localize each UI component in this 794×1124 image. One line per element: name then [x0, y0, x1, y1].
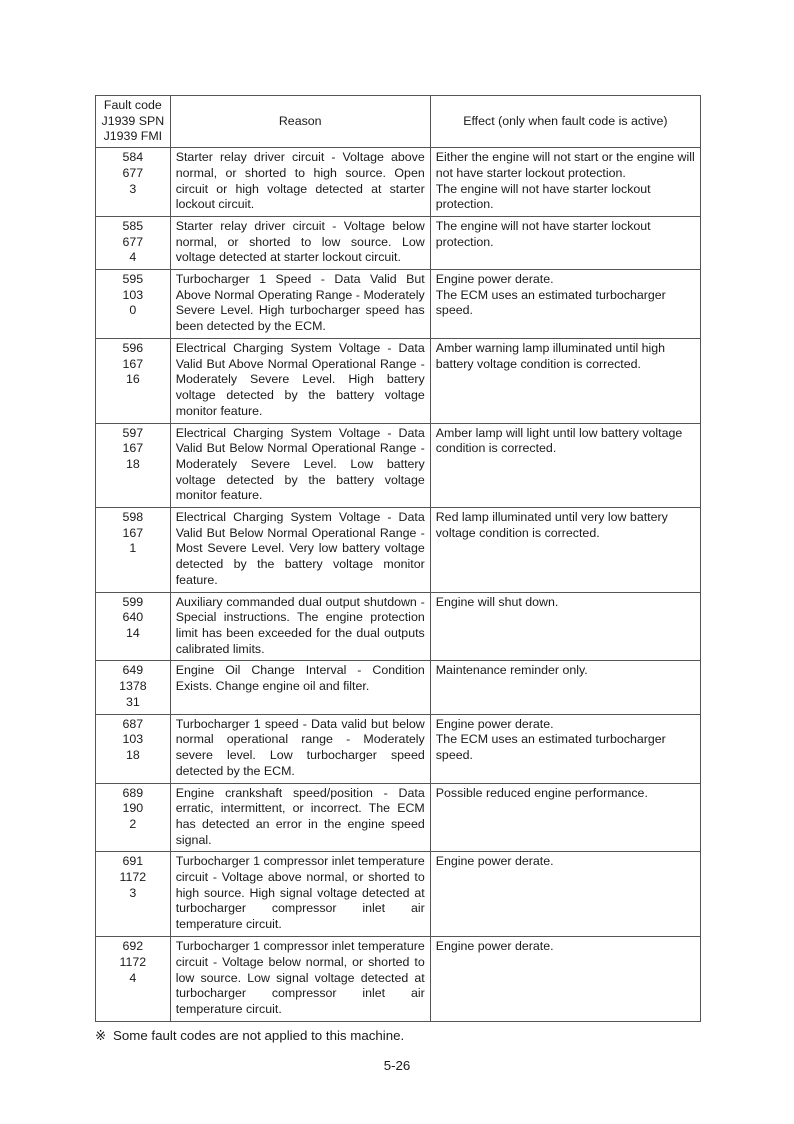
table-row [96, 592, 701, 661]
fault-code-line: 0 [129, 303, 137, 318]
effect-cell [430, 714, 700, 783]
effect-line: Maintenance reminder only. [435, 663, 588, 678]
fault-code-line: 599 [122, 594, 144, 609]
effect-cell [430, 592, 700, 661]
header-fault-code: Fault code J1939 SPN J1939 FMI [96, 96, 171, 148]
fault-code-table [95, 95, 701, 1022]
effect-cell [430, 783, 700, 852]
reason-cell: Electrical Charging System Voltage - Data Valid But Below Normal Operational Range - Moderately Severe Level. Low battery voltage detected by the battery voltage monitor feature. [170, 423, 430, 508]
fault-code-line: 691 [122, 854, 144, 869]
reason-cell: Turbocharger 1 compressor inlet temperature circuit - Voltage below normal, or shorted to low source. Low signal voltage detected at turbocharger compressor inlet air temperature circuit. [170, 937, 430, 1022]
table-row [96, 852, 701, 937]
effect-line: Red lamp illuminated until very low battery voltage condition is corrected. [435, 510, 668, 540]
fault-code-line: 640 [122, 610, 144, 625]
fault-code-line: 31 [125, 694, 140, 709]
effect-cell [430, 508, 700, 593]
fault-code-line: 584 [122, 150, 144, 165]
fault-code-line: 16 [125, 372, 140, 387]
header-reason: Reason [170, 96, 430, 148]
effect-line: Engine power derate. [435, 716, 554, 731]
reason-cell: Electrical Charging System Voltage - Data Valid But Above Normal Operational Range - Moderately Severe Level. High battery voltage detected by the battery voltage monitor feature. [170, 339, 430, 424]
effect-line: Possible reduced engine performance. [435, 785, 648, 800]
fault-code-line: 598 [122, 510, 144, 525]
fault-code-line: 3 [129, 181, 137, 196]
fault-code-line: 677 [122, 234, 144, 249]
footnote [95, 1028, 701, 1044]
fault-code-line: 689 [122, 785, 144, 800]
reason-cell: Engine Oil Change Interval - Condition Exists. Change engine oil and filter. [170, 661, 430, 714]
fault-code-line: 167 [122, 525, 144, 540]
table-row [96, 423, 701, 508]
effect-line: The ECM uses an estimated turbocharger speed. [435, 732, 666, 762]
fault-code-line: 18 [125, 456, 140, 471]
fault-code-line: 677 [122, 165, 144, 180]
fault-code-line: 4 [129, 250, 137, 265]
reason-cell: Starter relay driver circuit - Voltage below normal, or shorted to low source. Low voltage detected at starter lockout circuit. [170, 216, 430, 269]
fault-code-cell [96, 508, 171, 593]
effect-cell [430, 852, 700, 937]
fault-code-line: 687 [122, 716, 144, 731]
fault-code-cell [96, 783, 171, 852]
table-row [96, 783, 701, 852]
fault-code-cell [96, 852, 171, 937]
reason-cell: Turbocharger 1 speed - Data valid but below normal operational range - Moderately severe level. Low turbocharger speed detected by the ECM. [170, 714, 430, 783]
effect-line: The ECM uses an estimated turbocharger speed. [435, 287, 666, 318]
note-mark-icon: ※ [95, 1028, 107, 1044]
effect-line: Engine will shut down. [435, 594, 559, 609]
effect-cell [430, 339, 700, 424]
header-effect: Effect (only when fault code is active) [430, 96, 700, 148]
fault-code-cell [96, 270, 171, 339]
effect-line: Engine power derate. [435, 854, 554, 869]
table-row [96, 339, 701, 424]
fault-code-cell [96, 148, 171, 217]
page-number: 5-26 [383, 1058, 411, 1073]
table-row [96, 661, 701, 714]
reason-cell: Turbocharger 1 compressor inlet temperature circuit - Voltage above normal, or shorted to high source. High signal voltage detected at turbocharger compressor inlet air temperature circuit. [170, 852, 430, 937]
fault-code-line: 2 [129, 816, 137, 831]
effect-cell [430, 661, 700, 714]
reason-cell: Engine crankshaft speed/position - Data erratic, intermittent, or incorrect. The ECM has detected an error in the engine speed signal. [170, 783, 430, 852]
fault-code-line: 167 [122, 441, 144, 456]
fault-code-line: 649 [122, 663, 144, 678]
fault-code-line: 596 [122, 341, 144, 356]
effect-cell [430, 216, 700, 269]
effect-line: Either the engine will not start or the engine will not have starter lockout protection. [435, 150, 695, 180]
table-row [96, 148, 701, 217]
reason-cell: Starter relay driver circuit - Voltage above normal, or shorted to high source. Open circuit or high voltage detected at starter lockout circuit. [170, 148, 430, 217]
fault-code-line: 18 [125, 747, 140, 762]
fault-code-cell [96, 216, 171, 269]
fault-code-cell [96, 714, 171, 783]
effect-cell [430, 148, 700, 217]
fault-code-line: 14 [125, 625, 140, 640]
fault-code-line: 167 [122, 356, 144, 371]
fault-code-cell [96, 592, 171, 661]
table-row [96, 216, 701, 269]
fault-code-line: 1 [129, 541, 137, 556]
fault-code-cell [96, 339, 171, 424]
reason-cell: Electrical Charging System Voltage - Data Valid But Below Normal Operational Range - Most Severe Level. Very low battery voltage detected by the battery voltage monitor feature. [170, 508, 430, 593]
footnote-text: Some fault codes are not applied to this machine. [113, 1028, 405, 1044]
effect-cell [430, 423, 700, 508]
table-row [96, 937, 701, 1022]
fault-code-line: 597 [122, 425, 144, 440]
reason-cell: Auxiliary commanded dual output shutdown - Special instructions. The engine protection limit has been exceeded for the dual outputs calibrated limits. [170, 592, 430, 661]
document-page [95, 95, 701, 1044]
effect-cell [430, 270, 700, 339]
table-row [96, 714, 701, 783]
fault-code-line: 3 [129, 885, 137, 900]
table-row [96, 508, 701, 593]
fault-code-line: 1172 [119, 955, 147, 970]
fault-code-line: 1172 [119, 870, 147, 885]
effect-line: Engine power derate. [435, 939, 554, 954]
effect-cell [430, 937, 700, 1022]
fault-code-cell [96, 937, 171, 1022]
fault-code-line: 692 [122, 939, 144, 954]
effect-line: The engine will not have starter lockout protection. [435, 218, 651, 249]
fault-code-line: 585 [122, 218, 144, 233]
fault-code-line: 1378 [119, 679, 147, 694]
effect-line: The engine will not have starter lockout protection. [435, 181, 651, 212]
fault-code-line: 190 [122, 801, 144, 816]
effect-line: Amber lamp will light until low battery voltage condition is corrected. [435, 425, 683, 456]
fault-code-line: 103 [122, 287, 144, 302]
reason-cell: Turbocharger 1 Speed - Data Valid But Above Normal Operating Range - Moderately Severe Level. High turbocharger speed has been detected by the ECM. [170, 270, 430, 339]
fault-code-line: 595 [122, 272, 144, 287]
effect-line: Engine power derate. [435, 272, 554, 287]
fault-code-line: 4 [129, 970, 137, 985]
table-header-row [96, 96, 701, 148]
fault-code-line: 103 [122, 732, 144, 747]
effect-line: Amber warning lamp illuminated until high battery voltage condition is corrected. [435, 341, 666, 371]
table-row [96, 270, 701, 339]
fault-code-cell [96, 661, 171, 714]
fault-code-cell [96, 423, 171, 508]
